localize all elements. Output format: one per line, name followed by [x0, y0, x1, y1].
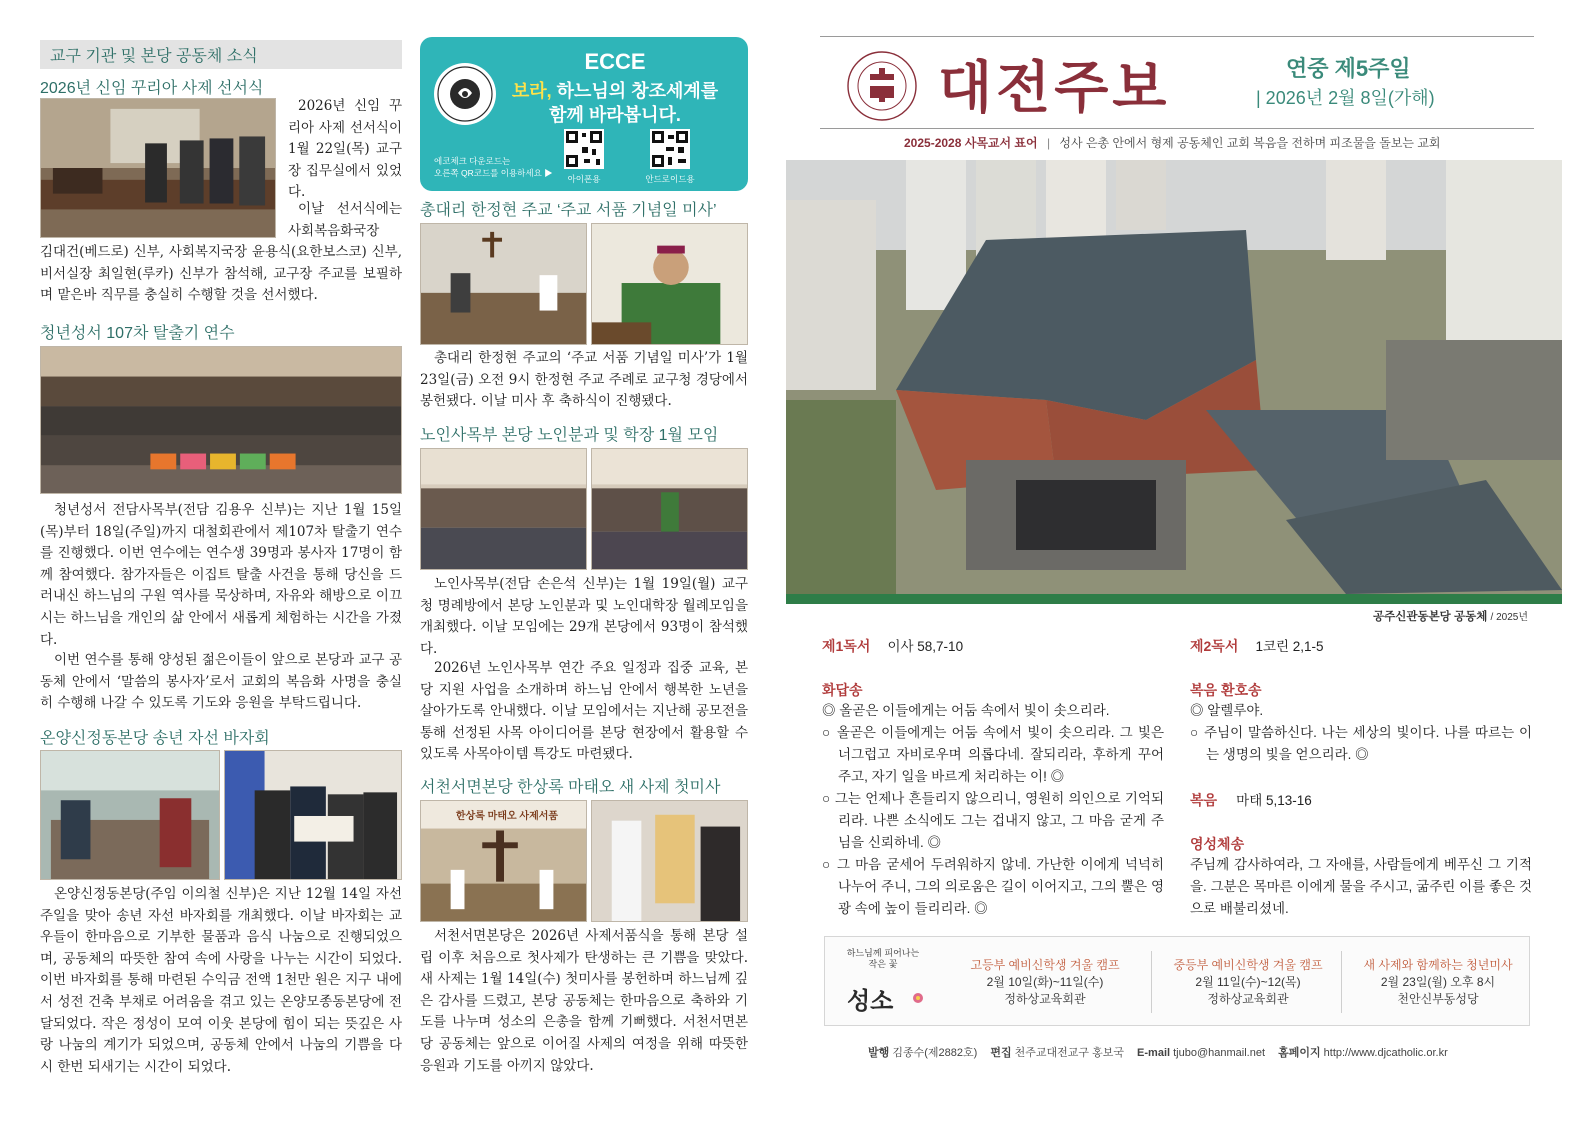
diocese-seal-icon — [846, 50, 918, 122]
left-column — [40, 40, 402, 104]
photo-banner-text: 한상록 마태오 사제서품 — [455, 811, 559, 822]
reading1-label: 제1독서 — [822, 638, 871, 654]
communion-label: 영성체송 — [1190, 836, 1245, 852]
photo-bazaar-booth-image — [41, 751, 219, 879]
ecce-line1 — [490, 77, 740, 103]
sunday-title: 연중 제5주일 — [1286, 56, 1411, 81]
ecce-accent: 보라, — [511, 81, 552, 101]
footer-home-link[interactable]: http://www.djcatholic.or.kr — [1323, 1047, 1448, 1059]
photo-elderly-group-1-image — [421, 449, 586, 569]
communion-text: 주님께 감사하여라, 그 자애를, 사람들에게 베푸신 그 기적을. 그분은 목마른 이에게 물을 주시고, 굶주린 이를 좋은 것으로 배불리셨네. — [1190, 857, 1532, 916]
reading2-ref: 1코린 2,1-5 — [1255, 639, 1324, 654]
article-title: 청년성서 107차 탈출기 연수 — [40, 325, 235, 342]
footer-edit-label: 편집 — [990, 1047, 1012, 1059]
article-body: 이날 선서식에는 사회복음화국장 — [288, 201, 402, 239]
qr-code-android[interactable] — [650, 129, 690, 169]
article-body: 김대건(베드로) 신부, 사회복지국장 윤용식(요한보스코) 신부, 비서실장 최일현(루카) 신부가 참석해, 교구장 주교를 보필하며 맡은바 직무를 충실히 수행할 것을 선서했다. — [40, 244, 402, 304]
motto-label: 2025-2028 사목교서 표어 — [904, 136, 1038, 150]
photo-elderly-group-2 — [591, 448, 748, 570]
reading-1 — [822, 636, 963, 658]
ecce-line2: 함께 바라봅니다. — [549, 105, 681, 125]
alleluia-verse: ○ 주님이 말씀하신다. 나는 세상의 빛이다. 나를 따르는 이는 생명의 빛을 얻으리라. ◎ — [1190, 725, 1532, 762]
vocation-logo-top: 하느님께 피어나는 작은 꽃 — [846, 949, 920, 970]
ecce-note — [434, 155, 564, 179]
vocation-box — [824, 936, 1530, 1026]
communion-block — [1190, 834, 1532, 920]
article-body: 이번 연수를 통해 양성된 젊은이들이 앞으로 본당과 교구 공동체 안에서 ‘말씀의 봉사자’로서 교회의 복음화 사명을 충실히 수행해 나갈 수 있도록 기도와 응원을 부탁드립니다. — [40, 652, 402, 712]
gospel-ref: 마태 5,13-16 — [1236, 793, 1312, 808]
diocese-seal — [846, 50, 918, 122]
photo-elderly-group-1 — [420, 448, 587, 570]
photo-elderly-group-2-image — [592, 449, 747, 569]
article-body: 2026년 신임 꾸리아 사제 선서식이 1월 22일(목) 교구장 집무실에서 있었다. — [288, 98, 402, 201]
reading-2 — [1190, 636, 1324, 658]
psalm-verse: ○ 그 마음 굳세어 두려워하지 않네. 가난한 이에게 넉넉히 나누어 주니, 그의 의로움은 길이 이어지고, 그의 뿔은 영광 속에 높이 들리리라. ◎ — [822, 857, 1164, 916]
photo-oath-ceremony-image — [41, 99, 275, 237]
article-body: 청년성서 전담사목부(전담 김용우 신부)는 지난 1월 15일(목)부터 18일(주일)까지 대철회관에서 제107차 탈출기 연수를 진행했다. 이번 연수에는 연수생 39명과 봉사자 17명이 함께 참여했다. 참가자들은 이집트 탈출 사건을 통해 당신을 드러내신 하느님의 구원 역사를 묵상하며, 자유와 해방으로 이끄시는 하느님을 개인의 삶 안에서 새롭게 체험하는 시간을 가졌다. — [40, 502, 402, 648]
photo-youth-group — [40, 346, 402, 494]
alleluia-block — [1190, 680, 1532, 766]
photo-first-mass — [420, 800, 587, 922]
psalm-verse: ○ 그는 언제나 흔들리지 않으리니, 영원히 의인으로 기억되리라. 나쁜 소식에도 그는 겁내지 않고, 그 마음 굳게 주님을 신뢰하네. ◎ — [822, 791, 1164, 850]
caption-year: / 2025년 — [1490, 612, 1528, 623]
event-item — [945, 957, 1145, 1008]
masthead-top-rule — [820, 36, 1534, 37]
article-body: 노인사목부(전담 손은석 신부)는 1월 19일(월) 교구청 명례방에서 본당 노인분과 및 노인대학장 월례모임을 개최했다. 이날 모임에는 29개 본당에서 93명이 참석했다. — [420, 576, 748, 657]
vocation-logo-text: 성소 — [847, 986, 894, 1015]
photo-scroll-presentation — [591, 800, 748, 922]
qr-android-label: 안드로이드용 — [645, 174, 695, 184]
gospel-row — [1190, 790, 1312, 812]
photo-oath-ceremony — [40, 98, 276, 238]
qr-code-ios[interactable] — [564, 129, 604, 169]
event-item — [1155, 957, 1341, 1008]
photo-scroll-presentation-image — [592, 801, 747, 921]
article-body: 2026년 노인사목부 연간 주요 일정과 집중 교육, 본당 지원 사업을 소개하며 하느님 안에서 행복한 노년을 살아가도록 안내했다. 이날 모임에서는 지난해 공모전을 통해 선정된 사목 아이디어를 본당 현장에서 활용할 수 있도록 사목아이템 특강도 마련됐다. — [420, 660, 748, 763]
motto-row — [904, 134, 1441, 151]
flower-icon — [911, 991, 925, 1005]
caption-name: 공주신관동본당 공동체 — [1373, 611, 1488, 623]
ecce-note-line: 에코체크 다운로드는 — [434, 156, 511, 166]
cover-photo — [786, 160, 1562, 604]
alleluia-label: 복음 환호송 — [1190, 682, 1262, 698]
issue-date: | 2026년 2월 8일(가해) — [1256, 88, 1435, 108]
event-place: 정하상교육회관 — [1207, 992, 1289, 1006]
qr-ios-label: 아이폰용 — [567, 174, 601, 184]
event-title: 고등부 예비신학생 겨울 캠프 — [970, 958, 1120, 972]
cover-caption — [1300, 608, 1528, 624]
footer-home-label: 홈페이지 — [1278, 1047, 1321, 1059]
ecce-line1-rest: 하느님의 창조세계를 — [556, 81, 719, 101]
reading1-ref: 이사 58,7-10 — [887, 639, 964, 654]
event-title: 새 사제와 함께하는 청년미사 — [1363, 958, 1513, 972]
article-title: 온양신정동본당 송년 자선 바자회 — [40, 730, 270, 747]
article-body: 서천서면본당은 2026년 사제서품식을 통해 본당 설립 이후 처음으로 첫사제가 탄생하는 큰 기쁨을 맞았다. 새 사제는 1월 14일(수) 첫미사를 봉헌하며 하느님께 깊은 감사를 드렸고, 본당 공동체는 한마음으로 축하와 기도를 나누며 성소의 은총을 함께 기뻐했다. 서천서면본당 공동체는 앞으로 이어질 사제의 여정을 위해 따뜻한 응원과 기도를 아끼지 않았다. — [420, 928, 748, 1074]
photo-bazaar-booth — [40, 750, 220, 880]
psalm-verse: ○ 올곧은 이들에게는 어둠 속에서 빛이 솟으리라. 그 빛은 너그럽고 자비로우며 의롭다네. 잘되리라, 후하게 꾸어 주고, 자기 일을 바르게 처리하는 이! ◎ — [822, 725, 1164, 784]
footer-mail[interactable]: tjubo@hanmail.net — [1173, 1047, 1266, 1059]
section-bar: 교구 기관 및 본당 공동체 소식 — [40, 40, 402, 69]
photo-donation — [224, 750, 402, 880]
photo-bishop-image — [592, 224, 747, 344]
event-item — [1345, 957, 1531, 1008]
footer-pub-label: 발행 — [868, 1047, 890, 1059]
motto-separator: | — [1046, 136, 1051, 150]
photo-mass-chapel — [420, 223, 587, 345]
divider — [1151, 951, 1152, 1013]
gospel-label: 복음 — [1190, 792, 1218, 808]
photo-donation-image — [225, 751, 401, 879]
ecce-title: ECCE — [584, 49, 646, 74]
footer-pub: 김종수(제2882호) — [892, 1047, 978, 1059]
article-title: 2026년 신임 꾸리아 사제 선서식 — [40, 80, 264, 97]
event-place: 정하상교육회관 — [1004, 992, 1086, 1006]
alleluia-refrain: ◎ 알렐루야. — [1190, 703, 1264, 718]
article-body: 총대리 한정현 주교의 ‘주교 서품 기념일 미사’가 1월 23일(금) 오전 9시 한정현 주교 주례로 교구청 경당에서 봉헌됐다. 이날 미사 후 축하식이 진행됐다. — [420, 350, 748, 410]
motto-text: 성사 은총 안에서 형제 공동체인 교회 복음을 전하며 피조물을 돌보는 교회 — [1059, 136, 1441, 150]
divider — [1341, 951, 1342, 1013]
event-place: 천안신부동성당 — [1397, 992, 1479, 1006]
photo-bishop — [591, 223, 748, 345]
reading2-label: 제2독서 — [1190, 638, 1239, 654]
psalm-block — [822, 680, 1164, 920]
psalm-label: 화답송 — [822, 682, 863, 698]
photo-mass-chapel-image — [421, 224, 586, 344]
photo-youth-group-image — [41, 347, 401, 493]
article-title: 서천서면본당 한상록 마태오 새 사제 첫미사 — [420, 779, 721, 796]
vocation-logo — [843, 947, 931, 1017]
qr-code-icon — [650, 129, 690, 169]
ecce-banner — [420, 37, 748, 191]
article-title: 노인사목부 본당 노인분과 및 학장 1월 모임 — [420, 427, 719, 444]
footer-edit: 천주교대전교구 홍보국 — [1014, 1047, 1124, 1059]
event-date: 2월 10일(화)~11일(수) — [986, 975, 1104, 989]
ecce-note-line: 오른쪽 QR코드를 이용하세요 ▶ — [434, 168, 553, 178]
masthead-title: 대전주보 — [938, 56, 1171, 119]
qr-code-icon — [564, 129, 604, 169]
footer-mail-label: E-mail — [1137, 1047, 1171, 1059]
event-date: 2월 11일(수)~12(목) — [1195, 975, 1301, 989]
event-title: 중등부 예비신학생 겨울 캠프 — [1173, 958, 1323, 972]
psalm-refrain: ◎ 올곧은 이들에게는 어둠 속에서 빛이 솟으리라. — [822, 703, 1110, 718]
article-title: 총대리 한정현 주교 ‘주교 서품 기념일 미사’ — [420, 202, 717, 219]
masthead-rule — [820, 128, 1534, 129]
event-date: 2월 23일(월) 오후 8시 — [1380, 975, 1496, 989]
footer — [868, 1044, 1448, 1060]
cover-photo-image — [786, 160, 1562, 594]
article-body: 온양신정동본당(주임 이의철 신부)은 지난 12월 14일 자선 주일을 맞아 송년 자선 바자회를 개최했다. 이날 바자회는 교우들이 한마음으로 기부한 물품과 음식 나눔으로 진행되었으며, 공동체의 따뜻한 참여 속에 사랑을 나누는 시간이 되었다. 이번 바자회를 통해 마련된 수익금 전액 1천만 원은 지구 내에서 성전 건축 부채로 어려움을 겪고 있는 온양모종동본당에 전달되었다. 작은 정성이 모여 이웃 본당에 힘이 되는 뜻깊은 사랑 나눔의 계기가 되었으며, 공동체 안에서 나눔의 기쁨을 다시 한번 되새기는 시간이 되었다. — [40, 886, 402, 1075]
